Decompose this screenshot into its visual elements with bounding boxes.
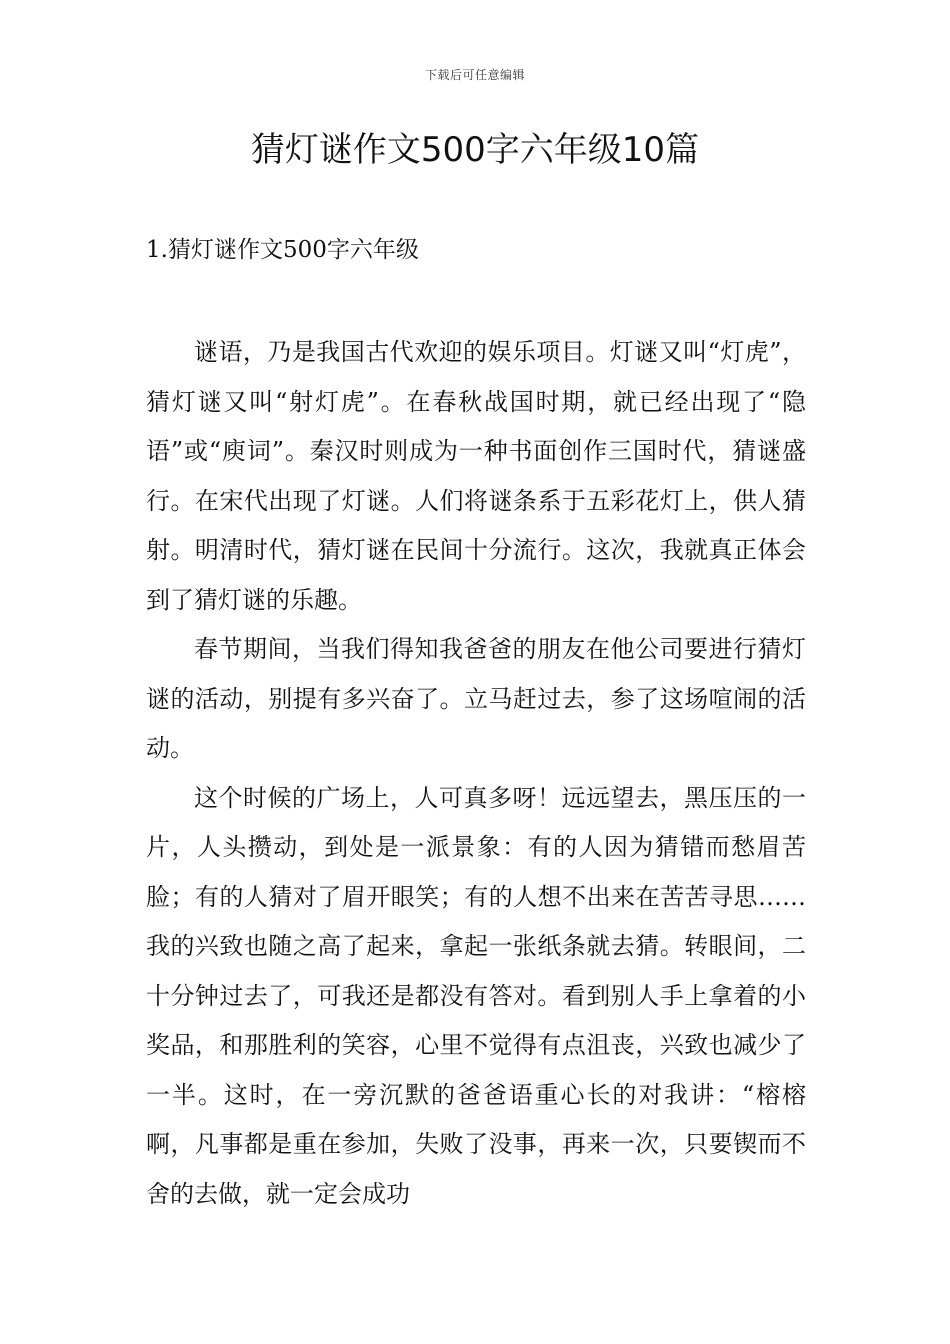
header-note: 下载后可任意编辑 — [424, 68, 525, 82]
article-body — [146, 328, 806, 1219]
paragraph-1: 谜语，乃是我国古代欢迎的娱乐项目。灯谜又叫“灯虎”，猜灯谜又叫“射灯虎”。在春秋战国时期，就已经出现了“隐语”或“庾词”。秦汉时则成为一种书面创作三国时代，猜谜盛行。在宋代出现了灯谜。人们将谜条系于五彩花灯上，供人猜射。明清时代，猜灯谜在民间十分流行。这次，我就真正体会到了猜灯谜的乐趣。 — [146, 338, 806, 614]
paragraph-3: 这个时候的广场上，人可真多呀！远远望去，黑压压的一片，人头攒动，到处是一派景象：有的人因为猜错而愁眉苦脸；有的人猜对了眉开眼笑；有的人想不出来在苦苦寻思……我的兴致也随之高了起来，拿起一张纸条就去猜。转眼间，二十分钟过去了，可我还是都没有答对。看到别人手上拿着的小奖品，和那胜利的笑容，心里不觉得有点沮丧，兴致也减少了一半。这时，在一旁沉默的爸爸语重心长的对我讲：“榕榕啊，凡事都是重在参加，失败了没事，再来一次，只要锲而不舍的去做，就一定会成功 — [146, 783, 806, 1208]
section-heading: 1.猜灯谜作文500字六年级 — [146, 237, 419, 263]
paragraph-2: 春节期间，当我们得知我爸爸的朋友在他公司要进行猜灯谜的活动，别提有多兴奋了。立马赶过去，参了这场喧闹的活动。 — [146, 635, 806, 762]
document-title: 猜灯谜作文500字六年级10篇 — [250, 130, 700, 170]
